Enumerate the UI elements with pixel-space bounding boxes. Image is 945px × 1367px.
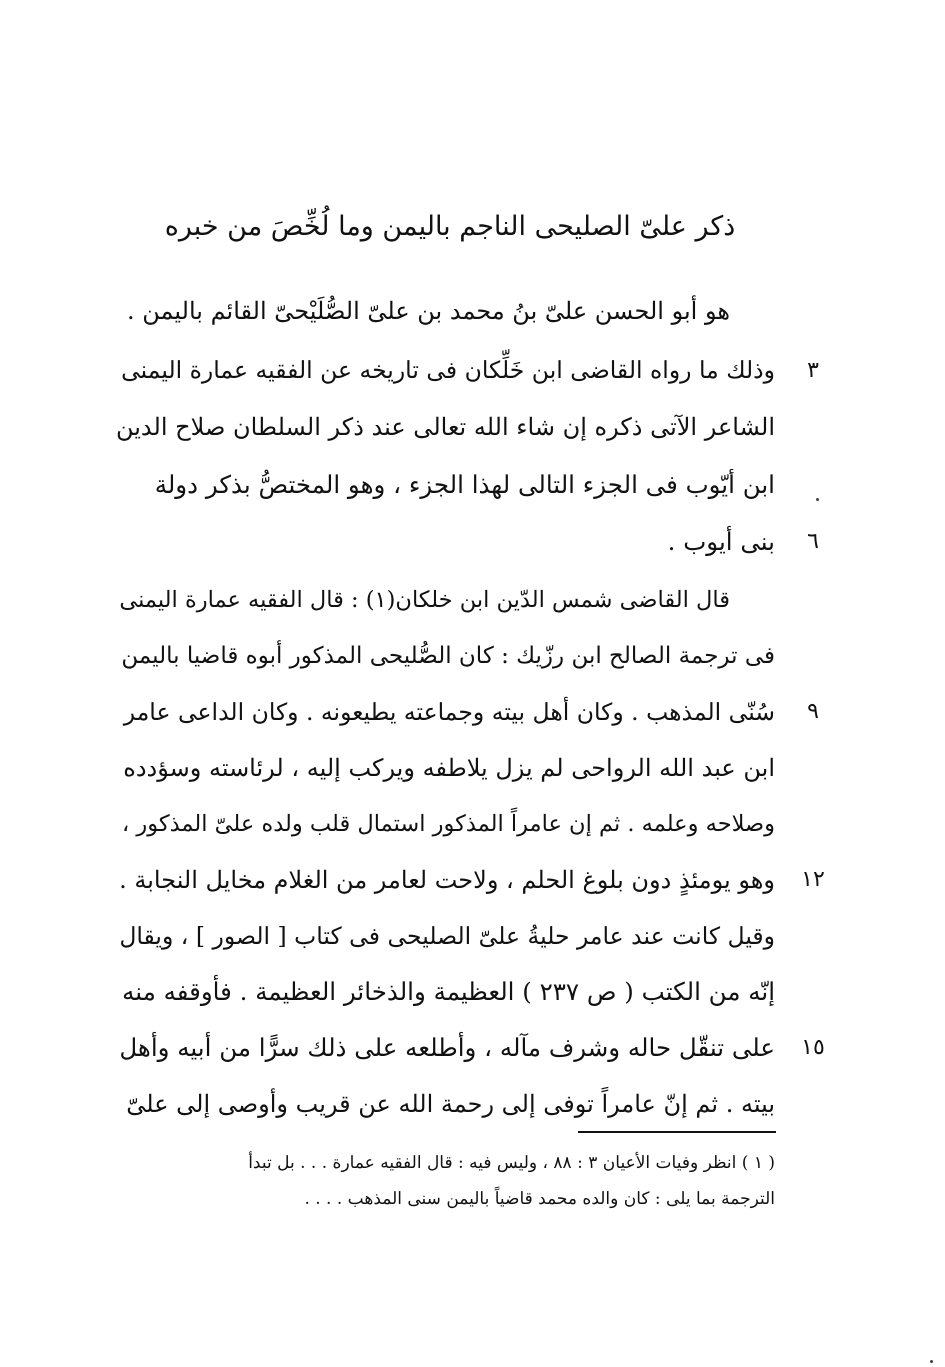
scan-speck: [930, 1360, 933, 1363]
footnotes: [115, 1145, 775, 1217]
text-line: وهو يومئذٍ دون بلوغ الحلم ، ولاحت لعامر من الغلام مخايل النجابة .: [119, 866, 775, 894]
text-line: ابن أيّوب فى الجزء التالى لهذا الجزء ، وهو المختصُّ بذكر دولة: [154, 470, 775, 499]
footnote-line: الترجمة بما يلى : كان والده محمد قاضياً باليمن سنى المذهب . . . .: [304, 1189, 775, 1209]
text-line: فى ترجمة الصالح ابن رزّيك : كان الصُّليحى المذكور أبوه قاضيا باليمن: [121, 643, 775, 669]
text-line: إنّه من الكتب ( ص ٢٣٧ ) العظيمة والذخائر العظيمة . فأوقفه منه: [122, 977, 775, 1006]
scan-speck: [816, 498, 819, 501]
line-number: ٩: [807, 699, 819, 724]
line-number: ١٥: [801, 1035, 825, 1060]
footnote-line: ( ١ ) انظر وفيات الأعيان ٣ : ٨٨ ، وليس فيه : قال الفقيه عمارة . . . بل تبدأ: [248, 1153, 775, 1173]
text-line: هو أبو الحسن علىّ بنُ محمد بن علىّ الصُّلَيْحىّ القائم باليمن .: [126, 297, 730, 325]
text-line: وقيل كانت عند عامر حليةُ علىّ الصليحى فى كتاب [ الصور ] ، ويقال: [119, 922, 775, 950]
text-line: بيته . ثم إنّ عامراً توفى إلى رحمة الله عن قريب وأوصى إلى علىّ: [126, 1090, 775, 1118]
text-line: قال القاضى شمس الدّين ابن خلكان(١) : قال الفقيه عمارة اليمنى: [119, 587, 730, 613]
paragraph-1: [115, 342, 775, 570]
text-line: الشاعر الآتى ذكره إن شاء الله تعالى عند ذكر السلطان صلاح الدين: [115, 413, 775, 441]
intro-paragraph: [115, 283, 775, 340]
line-number: ٣: [807, 358, 819, 383]
text-line: ابن عبد الله الرواحى لم يزل يلاطفه ويركب إليه ، لرئاسته وسؤدده: [123, 754, 775, 782]
chapter-title: ذكر علىّ الصليحى الناجم باليمن وما لُخِّصَ من خبره: [164, 211, 736, 242]
line-number: ١٢: [801, 867, 825, 892]
paragraph-2: [115, 572, 775, 1132]
text-line: بنى أيوب .: [667, 527, 775, 556]
footnote-separator: [578, 1131, 776, 1133]
text-line: على تنقّل حاله وشرف مآله ، وأطلعه على ذلك سرًّا من أبيه وأهل: [119, 1033, 775, 1062]
text-line: وصلاحه وعلمه . ثم إن عامراً المذكور استمال قلب ولده علىّ المذكور ،: [121, 811, 775, 837]
text-line: سُنّى المذهب . وكان أهل بيته وجماعته يطيعونه . وكان الداعى عامر: [123, 698, 775, 726]
text-line: وذلك ما رواه القاضى ابن خَلِّكان فى تاريخه عن الفقيه عمارة اليمنى: [121, 356, 775, 384]
line-number: ٦: [807, 529, 819, 554]
